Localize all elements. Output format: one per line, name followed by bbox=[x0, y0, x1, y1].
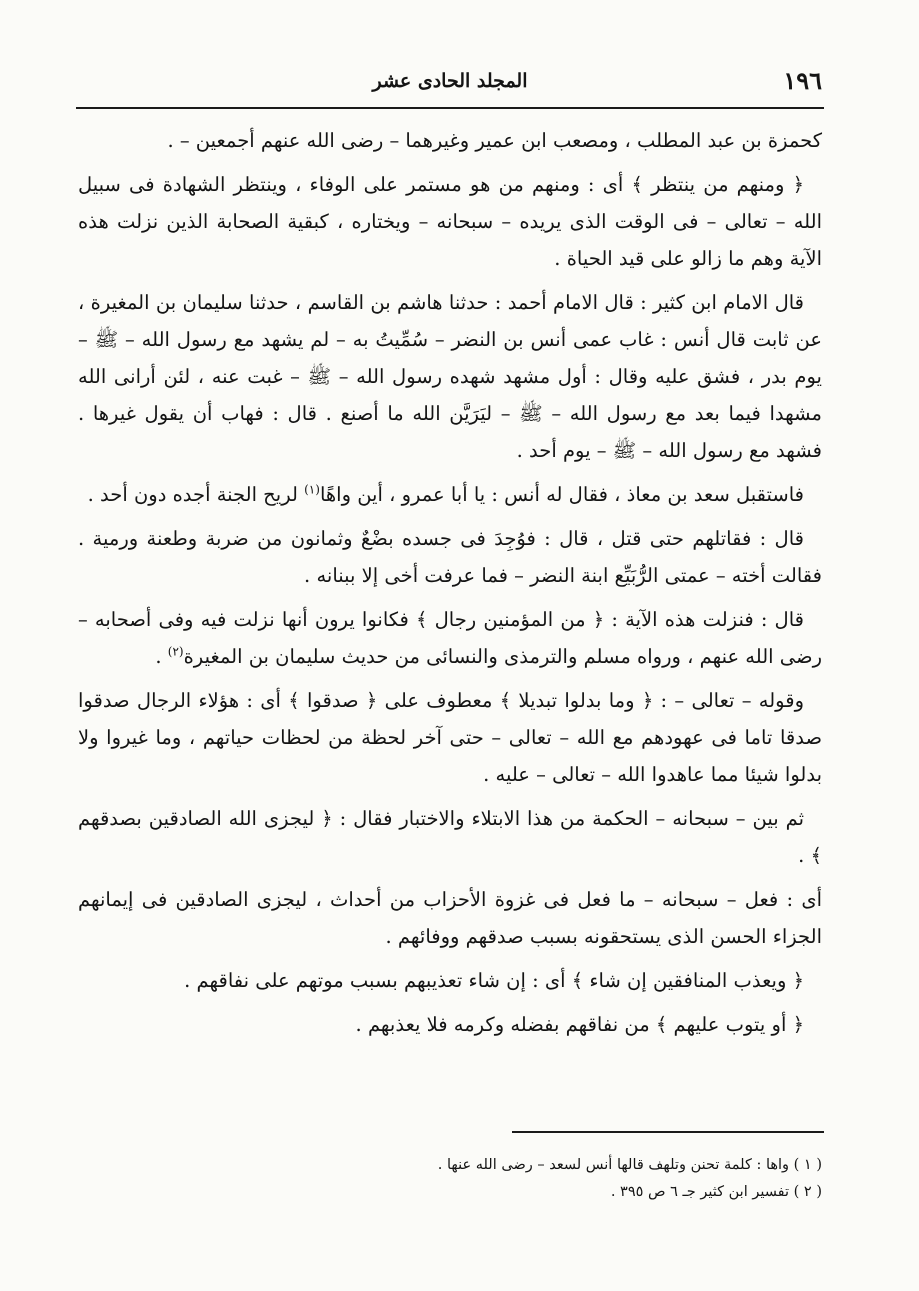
page-header bbox=[78, 66, 822, 100]
header-divider bbox=[76, 107, 824, 109]
paragraph: قال الامام ابن كثير : قال الامام أحمد : حدثنا هاشم بن القاسم ، حدثنا سليمان بن المغيرة ، عن ثابت قال أنس : غاب عمى أنس بن النضر – سُمِّيتُ به – لم يشهد مع رسول الله – ﷺ – يوم بدر ، فشق عليه وقال : أول مشهد شهده رسول الله – ﷺ – غبت عنه ، لئن أرانى الله مشهدا فيما بعد مع رسول الله – ﷺ – ليَرَيَّن الله ما أصنع . قال : فهاب أن يقول غيرها . فشهد مع رسول الله – ﷺ – يوم أحد . bbox=[78, 291, 822, 462]
paragraph: ﴿ ومنهم من ينتظر ﴾ أى : ومنهم من هو مستمر على الوفاء ، وينتظر الشهادة فى سبيل الله – تعالى – فى الوقت الذى يريده – سبحانه – ويختاره ، كبقية الصحابة الذين نزلت هذه الآية وهم ما زالو على قيد الحياة . bbox=[78, 173, 822, 270]
footnote-mark: (٢) bbox=[167, 644, 184, 659]
running-title: المجلد الحادى عشر bbox=[372, 70, 528, 92]
footnote: ( ٢ ) تفسير ابن كثير جـ ٦ ص ٣٩٥ . bbox=[610, 1184, 822, 1200]
footnote: ( ١ ) واها : كلمة تحنن وتلهف قالها أنس لسعد – رضى الله عنها . bbox=[437, 1157, 822, 1173]
paragraph-text: فاستقبل سعد بن معاذ ، فقال له أنس : يا أبا عمرو ، أين واهًا bbox=[319, 483, 804, 506]
paragraph: وقوله – تعالى – : ﴿ وما بدلوا تبديلا ﴾ معطوف على ﴿ صدقوا ﴾ أى : هؤلاء الرجال صدقوا صدقا تاما فى عهودهم مع الله – تعالى – حتى آخر لحظة من لحظات حياتهم ، وما غيروا ولا بدلوا شيئا مما عاهدوا الله – تعالى – عليه . bbox=[78, 689, 822, 786]
paragraph bbox=[78, 601, 822, 675]
page-number: ١٩٦ bbox=[783, 66, 822, 95]
paragraph: كحمزة بن عبد المطلب ، ومصعب ابن عمير وغيرهما – رضى الله عنهم أجمعين – . bbox=[167, 129, 822, 152]
paragraph bbox=[78, 476, 822, 513]
footnotes bbox=[300, 1152, 822, 1206]
paragraph: ﴿ أو يتوب عليهم ﴾ من نفاقهم بفضله وكرمه فلا يعذبهم . bbox=[355, 1013, 804, 1036]
footnote-mark: (١) bbox=[304, 482, 320, 497]
paragraph-text: لريح الجنة أجده دون أحد . bbox=[87, 483, 305, 506]
paragraph-text: قال : فنزلت هذه الآية : ﴿ من المؤمنين رجال ﴾ فكانوا يرون أنها نزلت فيه وفى أصحابه – رضى الله عنهم ، ورواه مسلم والترمذى والنسائى من حديث سليمان بن المغيرة bbox=[78, 608, 822, 668]
paragraph-text: . bbox=[155, 645, 168, 668]
paragraph: ﴿ ويعذب المنافقين إن شاء ﴾ أى : إن شاء تعذيبهم بسبب موتهم على نفاقهم . bbox=[184, 969, 804, 992]
footnote-divider bbox=[512, 1131, 824, 1133]
paragraph: أى : فعل – سبحانه – ما فعل فى غزوة الأحزاب من أحداث ، ليجزى الصادقين فى إيمانهم الجزاء الحسن الذى يستحقونه بسبب صدقهم ووفائهم . bbox=[78, 888, 822, 948]
main-text bbox=[78, 122, 822, 1050]
paragraph: ثم بين – سبحانه – الحكمة من هذا الابتلاء والاختبار فقال : ﴿ ليجزى الله الصادقين بصدقهم ﴾ . bbox=[78, 807, 822, 867]
paragraph: قال : فقاتلهم حتى قتل ، قال : فوُجِدَ فى جسده بضْعٌ وثمانون من ضربة وطعنة ورمية . فقالت أخته – عمتى الرُّبَيِّع ابنة النضر – فما عرفت أخى إلا ببنانه . bbox=[78, 527, 822, 587]
